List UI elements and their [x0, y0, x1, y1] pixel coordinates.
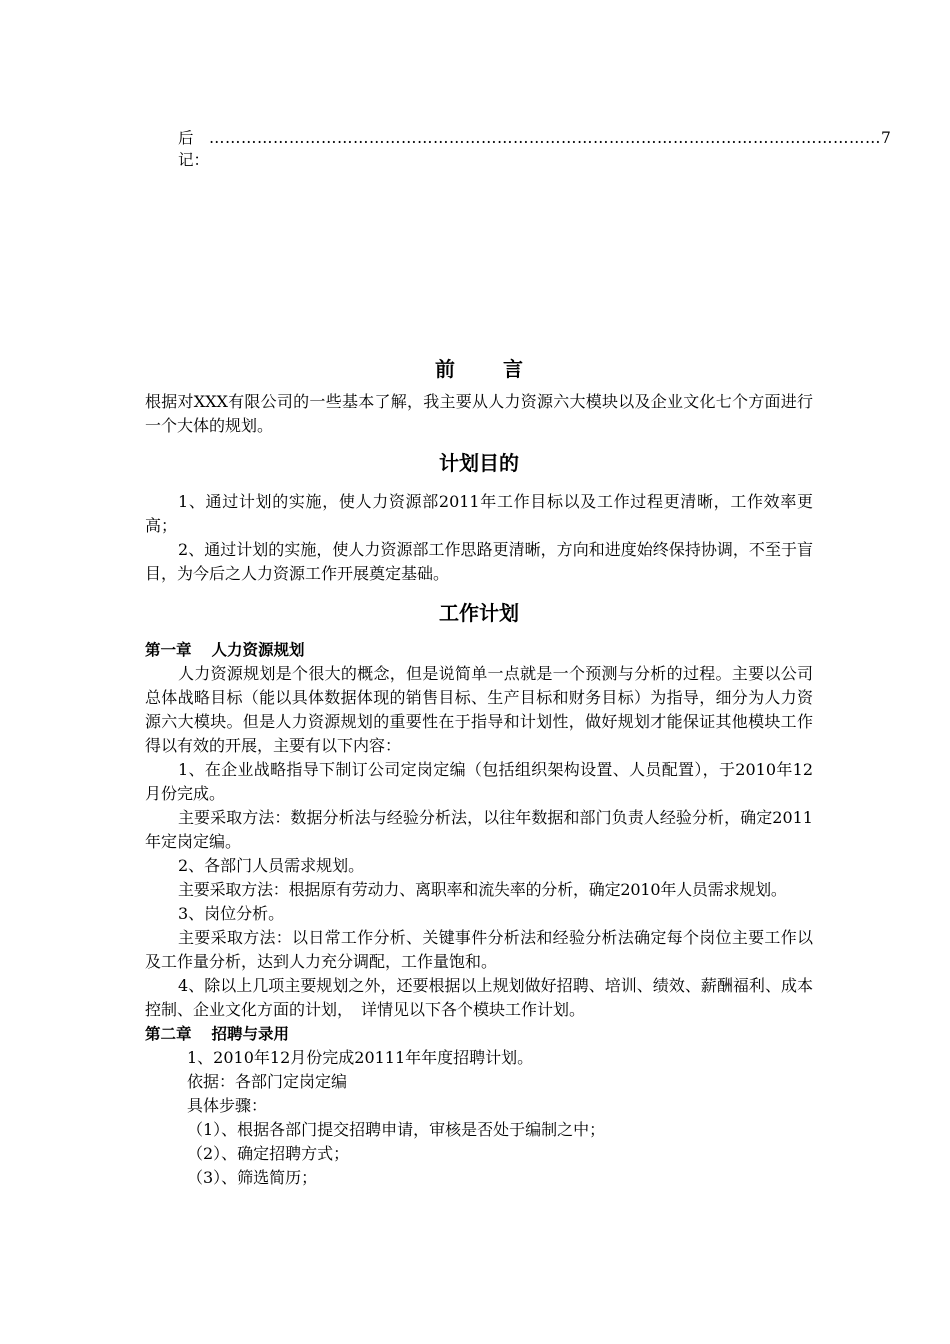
toc-label: 后记：	[178, 129, 210, 169]
chapter-1-paragraph: 3、岗位分析。	[178, 904, 285, 923]
chapter-1-paragraph: 2、各部门人员需求规划。	[178, 856, 365, 875]
chapter-1-paragraph: 1、在企业战略指导下制订公司定岗定编（包括组织架构设置、人员配置），于2010年12月份完成。	[145, 760, 813, 803]
chapter-1-paragraph: 4、除以上几项主要规划之外，还要根据以上规划做好招聘、培训、绩效、薪酬福利、成本控制、企业文化方面的计划， 详情见以下各个模块工作计划。	[145, 976, 813, 1019]
preface-text: 根据对XXX有限公司的一些基本了解，我主要从人力资源六大模块以及企业文化七个方面进行一个大体的规划。	[145, 392, 813, 435]
preface-heading: 前言	[435, 357, 571, 381]
chapter-number: 第一章	[145, 641, 192, 659]
toc-leader-dots: ………………………………………………………………………………………………………………	[209, 129, 881, 147]
chapter-2-heading	[145, 1022, 813, 1046]
chapter-2-line: 1、2010年12月份完成20111年年度招聘计划。	[187, 1048, 534, 1067]
toc-page-number: 7	[881, 129, 891, 147]
chapter-2-step: （1）、根据各部门提交招聘申请，审核是否处于编制之中；	[187, 1120, 606, 1139]
chapter-1-paragraph: 主要采取方法：根据原有劳动力、离职率和流失率的分析，确定2010年人员需求规划。	[178, 880, 787, 899]
toc-entry-afterword[interactable]	[178, 127, 891, 171]
chapter-2-step: （3）、筛选简历；	[187, 1168, 318, 1187]
chapter-1-paragraph: 主要采取方法：以日常工作分析、关键事件分析法和经验分析法确定每个岗位主要工作以及工作量分析，达到人力充分调配，工作量饱和。	[145, 928, 813, 971]
chapter-2-line: 依据：各部门定岗定编	[187, 1072, 348, 1091]
chapter-1-paragraph: 主要采取方法：数据分析法与经验分析法，以往年数据和部门负责人经验分析，确定2011年定岗定编。	[145, 808, 813, 851]
chapter-name: 人力资源规划	[211, 641, 305, 659]
purpose-heading: 计划目的	[439, 451, 519, 475]
chapter-1-heading	[145, 638, 813, 662]
chapter-2-line: 具体步骤：	[187, 1096, 268, 1115]
chapter-number: 第二章	[145, 1025, 192, 1043]
purpose-item: 2、通过计划的实施，使人力资源部工作思路更清晰，方向和进度始终保持协调，不至于盲目，为今后之人力资源工作开展奠定基础。	[145, 540, 813, 583]
work-plan-heading: 工作计划	[439, 601, 519, 625]
chapter-1-paragraph: 人力资源规划是个很大的概念，但是说简单一点就是一个预测与分析的过程。主要以公司总体战略目标（能以具体数据体现的销售目标、生产目标和财务目标）为指导，细分为人力资源六大模块。但是人力资源规划的重要性在于指导和计划性，做好规划才能保证其他模块工作得以有效的开展，主要有以下内容：	[145, 664, 813, 755]
purpose-item: 1、通过计划的实施，使人力资源部2011年工作目标以及工作过程更清晰，工作效率更高；	[145, 492, 813, 535]
chapter-name: 招聘与录用	[211, 1025, 290, 1043]
chapter-2-step: （2）、确定招聘方式；	[187, 1144, 350, 1163]
document-body	[145, 352, 813, 1190]
